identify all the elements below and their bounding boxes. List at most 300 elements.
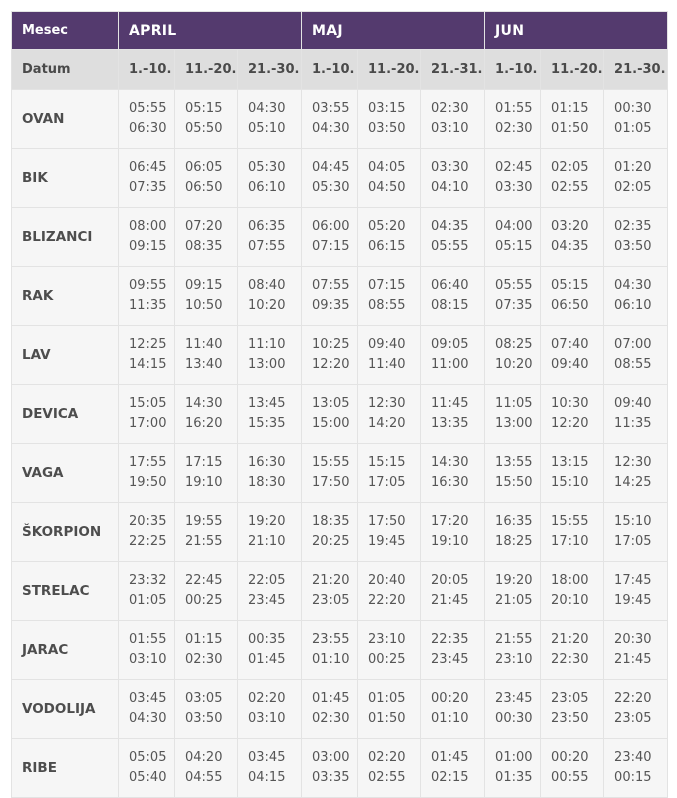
time-start: 07:20 xyxy=(185,219,223,234)
time-end: 08:55 xyxy=(614,357,652,372)
time-start: 01:00 xyxy=(495,750,533,765)
time-end: 04:35 xyxy=(551,239,589,254)
time-range-cell xyxy=(238,385,302,444)
date-header-label: Datum xyxy=(12,50,119,90)
time-end: 10:20 xyxy=(495,357,533,372)
time-end: 06:10 xyxy=(614,298,652,313)
time-start: 07:40 xyxy=(551,337,589,352)
time-range-cell xyxy=(358,621,421,680)
time-range-cell xyxy=(604,562,668,621)
time-end: 23:10 xyxy=(495,652,533,667)
time-range-cell xyxy=(358,503,421,562)
time-range-cell xyxy=(302,90,358,149)
time-end: 12:20 xyxy=(551,416,589,431)
time-end: 01:05 xyxy=(614,121,652,136)
time-start: 23:32 xyxy=(129,573,167,588)
time-range-cell xyxy=(485,444,541,503)
time-end: 21:05 xyxy=(495,593,533,608)
time-end: 04:30 xyxy=(312,121,350,136)
time-start: 03:00 xyxy=(312,750,350,765)
time-start: 06:00 xyxy=(312,219,350,234)
time-start: 20:35 xyxy=(129,514,167,529)
time-start: 06:05 xyxy=(185,160,223,175)
date-header-row xyxy=(12,50,668,90)
time-range-cell xyxy=(302,208,358,267)
time-end: 01:45 xyxy=(248,652,286,667)
time-start: 05:55 xyxy=(129,101,167,116)
time-range-cell xyxy=(175,680,238,739)
time-range-cell xyxy=(119,326,175,385)
time-end: 04:10 xyxy=(431,180,469,195)
month-june: JUN xyxy=(485,12,668,50)
time-end: 07:35 xyxy=(495,298,533,313)
time-end: 19:10 xyxy=(431,534,469,549)
time-range-cell xyxy=(541,326,604,385)
time-range-cell xyxy=(358,326,421,385)
table-row xyxy=(12,149,668,208)
time-range-cell xyxy=(238,739,302,798)
time-range-cell xyxy=(358,267,421,326)
time-range-cell xyxy=(485,385,541,444)
time-range-cell xyxy=(358,444,421,503)
period-header: 1.-10. xyxy=(119,50,175,90)
time-end: 08:15 xyxy=(431,298,469,313)
time-start: 03:30 xyxy=(431,160,469,175)
time-start: 02:45 xyxy=(495,160,533,175)
time-start: 05:15 xyxy=(185,101,223,116)
period-header: 11.-20. xyxy=(175,50,238,90)
time-range-cell xyxy=(604,326,668,385)
time-start: 16:35 xyxy=(495,514,533,529)
time-range-cell xyxy=(175,385,238,444)
time-range-cell xyxy=(302,503,358,562)
table-row xyxy=(12,680,668,739)
time-range-cell xyxy=(541,562,604,621)
time-end: 17:10 xyxy=(551,534,589,549)
time-start: 16:30 xyxy=(248,455,286,470)
period-header: 21.-31. xyxy=(421,50,485,90)
table-body xyxy=(12,12,668,798)
time-range-cell xyxy=(119,503,175,562)
time-range-cell xyxy=(485,326,541,385)
time-range-cell xyxy=(604,444,668,503)
time-range-cell xyxy=(238,208,302,267)
time-end: 21:45 xyxy=(614,652,652,667)
time-end: 04:50 xyxy=(368,180,406,195)
time-range-cell xyxy=(604,149,668,208)
month-may: MAJ xyxy=(302,12,485,50)
time-start: 02:05 xyxy=(551,160,589,175)
time-start: 03:45 xyxy=(248,750,286,765)
time-end: 19:45 xyxy=(368,534,406,549)
time-start: 08:00 xyxy=(129,219,167,234)
time-range-cell xyxy=(541,90,604,149)
zodiac-sign-label: RIBE xyxy=(12,739,119,798)
time-end: 13:00 xyxy=(248,357,286,372)
time-range-cell xyxy=(175,444,238,503)
zodiac-sign-label: BLIZANCI xyxy=(12,208,119,267)
time-range-cell xyxy=(119,385,175,444)
time-range-cell xyxy=(302,680,358,739)
time-start: 09:40 xyxy=(368,337,406,352)
time-start: 09:40 xyxy=(614,396,652,411)
time-start: 00:20 xyxy=(551,750,589,765)
time-end: 02:30 xyxy=(495,121,533,136)
month-april: APRIL xyxy=(119,12,302,50)
time-start: 11:45 xyxy=(431,396,469,411)
time-end: 01:50 xyxy=(368,711,406,726)
time-end: 10:50 xyxy=(185,298,223,313)
time-end: 05:30 xyxy=(312,180,350,195)
time-end: 05:55 xyxy=(431,239,469,254)
time-start: 00:30 xyxy=(614,101,652,116)
time-range-cell xyxy=(604,208,668,267)
time-range-cell xyxy=(119,621,175,680)
time-start: 06:45 xyxy=(129,160,167,175)
time-end: 14:20 xyxy=(368,416,406,431)
time-end: 01:10 xyxy=(431,711,469,726)
time-end: 16:20 xyxy=(185,416,223,431)
time-end: 11:40 xyxy=(368,357,406,372)
time-end: 13:00 xyxy=(495,416,533,431)
time-range-cell xyxy=(421,149,485,208)
time-start: 10:25 xyxy=(312,337,350,352)
time-start: 11:05 xyxy=(495,396,533,411)
table-row xyxy=(12,621,668,680)
time-range-cell xyxy=(485,208,541,267)
time-end: 03:10 xyxy=(129,652,167,667)
time-end: 11:00 xyxy=(431,357,469,372)
time-end: 01:50 xyxy=(551,121,589,136)
time-start: 22:35 xyxy=(431,632,469,647)
time-end: 19:45 xyxy=(614,593,652,608)
time-start: 23:55 xyxy=(312,632,350,647)
time-start: 18:35 xyxy=(312,514,350,529)
time-end: 02:15 xyxy=(431,770,469,785)
time-end: 03:35 xyxy=(312,770,350,785)
time-end: 13:35 xyxy=(431,416,469,431)
time-end: 13:40 xyxy=(185,357,223,372)
time-range-cell xyxy=(119,208,175,267)
time-end: 00:30 xyxy=(495,711,533,726)
time-range-cell xyxy=(175,503,238,562)
time-range-cell xyxy=(541,385,604,444)
zodiac-sign-label: DEVICA xyxy=(12,385,119,444)
time-range-cell xyxy=(421,326,485,385)
time-range-cell xyxy=(302,739,358,798)
time-start: 12:30 xyxy=(368,396,406,411)
time-range-cell xyxy=(119,90,175,149)
time-start: 03:20 xyxy=(551,219,589,234)
time-start: 08:25 xyxy=(495,337,533,352)
time-start: 15:10 xyxy=(614,514,652,529)
time-end: 09:15 xyxy=(129,239,167,254)
time-start: 06:35 xyxy=(248,219,286,234)
time-range-cell xyxy=(604,385,668,444)
time-end: 06:30 xyxy=(129,121,167,136)
zodiac-sign-label: BIK xyxy=(12,149,119,208)
time-start: 01:15 xyxy=(185,632,223,647)
time-end: 17:00 xyxy=(129,416,167,431)
ascendant-table xyxy=(11,11,668,798)
time-start: 02:30 xyxy=(431,101,469,116)
time-range-cell xyxy=(421,90,485,149)
time-start: 00:20 xyxy=(431,691,469,706)
time-range-cell xyxy=(541,267,604,326)
time-range-cell xyxy=(238,680,302,739)
time-end: 02:30 xyxy=(312,711,350,726)
time-end: 06:10 xyxy=(248,180,286,195)
time-range-cell xyxy=(485,503,541,562)
table-row xyxy=(12,385,668,444)
time-range-cell xyxy=(302,267,358,326)
time-start: 07:15 xyxy=(368,278,406,293)
time-start: 22:05 xyxy=(248,573,286,588)
time-end: 15:35 xyxy=(248,416,286,431)
time-range-cell xyxy=(175,621,238,680)
time-range-cell xyxy=(358,680,421,739)
period-header: 21.-30. xyxy=(604,50,668,90)
time-end: 00:55 xyxy=(551,770,589,785)
time-range-cell xyxy=(358,208,421,267)
time-start: 11:10 xyxy=(248,337,286,352)
time-start: 07:00 xyxy=(614,337,652,352)
month-header-label: Mesec xyxy=(12,12,119,50)
time-range-cell xyxy=(421,208,485,267)
table-row xyxy=(12,739,668,798)
time-end: 01:10 xyxy=(312,652,350,667)
time-start: 01:55 xyxy=(129,632,167,647)
time-end: 23:45 xyxy=(431,652,469,667)
time-start: 01:20 xyxy=(614,160,652,175)
time-start: 03:45 xyxy=(129,691,167,706)
time-range-cell xyxy=(485,739,541,798)
time-range-cell xyxy=(175,267,238,326)
time-range-cell xyxy=(358,562,421,621)
time-end: 19:50 xyxy=(129,475,167,490)
time-range-cell xyxy=(119,444,175,503)
time-end: 14:15 xyxy=(129,357,167,372)
time-end: 06:50 xyxy=(185,180,223,195)
time-range-cell xyxy=(421,739,485,798)
time-range-cell xyxy=(421,621,485,680)
time-range-cell xyxy=(541,149,604,208)
period-header: 21.-30. xyxy=(238,50,302,90)
time-range-cell xyxy=(302,385,358,444)
table-row xyxy=(12,90,668,149)
time-range-cell xyxy=(485,90,541,149)
time-range-cell xyxy=(238,326,302,385)
time-range-cell xyxy=(485,680,541,739)
ascendant-table-container xyxy=(11,11,667,798)
time-start: 12:30 xyxy=(614,455,652,470)
time-range-cell xyxy=(302,149,358,208)
time-start: 05:05 xyxy=(129,750,167,765)
table-row xyxy=(12,208,668,267)
time-range-cell xyxy=(604,739,668,798)
time-end: 22:20 xyxy=(368,593,406,608)
time-range-cell xyxy=(119,739,175,798)
time-range-cell xyxy=(485,149,541,208)
zodiac-sign-label: VODOLIJA xyxy=(12,680,119,739)
time-end: 09:35 xyxy=(312,298,350,313)
time-range-cell xyxy=(175,326,238,385)
time-range-cell xyxy=(485,267,541,326)
time-end: 23:05 xyxy=(312,593,350,608)
time-end: 08:55 xyxy=(368,298,406,313)
time-start: 04:00 xyxy=(495,219,533,234)
time-end: 03:10 xyxy=(248,711,286,726)
time-end: 02:55 xyxy=(368,770,406,785)
time-end: 03:10 xyxy=(431,121,469,136)
time-start: 17:15 xyxy=(185,455,223,470)
time-range-cell xyxy=(421,680,485,739)
time-range-cell xyxy=(604,680,668,739)
time-start: 15:55 xyxy=(551,514,589,529)
time-end: 15:00 xyxy=(312,416,350,431)
time-start: 15:55 xyxy=(312,455,350,470)
time-end: 03:50 xyxy=(368,121,406,136)
time-start: 12:25 xyxy=(129,337,167,352)
time-end: 10:20 xyxy=(248,298,286,313)
time-start: 08:40 xyxy=(248,278,286,293)
time-end: 21:55 xyxy=(185,534,223,549)
zodiac-sign-label: RAK xyxy=(12,267,119,326)
time-end: 07:15 xyxy=(312,239,350,254)
time-range-cell xyxy=(175,739,238,798)
time-start: 21:20 xyxy=(312,573,350,588)
table-row xyxy=(12,444,668,503)
table-row xyxy=(12,267,668,326)
time-range-cell xyxy=(541,503,604,562)
time-end: 03:50 xyxy=(614,239,652,254)
time-range-cell xyxy=(541,739,604,798)
time-range-cell xyxy=(119,149,175,208)
time-start: 02:35 xyxy=(614,219,652,234)
time-end: 12:20 xyxy=(312,357,350,372)
time-range-cell xyxy=(604,503,668,562)
time-end: 16:30 xyxy=(431,475,469,490)
time-end: 09:40 xyxy=(551,357,589,372)
time-range-cell xyxy=(302,621,358,680)
time-end: 23:50 xyxy=(551,711,589,726)
time-range-cell xyxy=(421,444,485,503)
time-end: 06:15 xyxy=(368,239,406,254)
time-end: 00:15 xyxy=(614,770,652,785)
time-range-cell xyxy=(238,267,302,326)
zodiac-sign-label: STRELAC xyxy=(12,562,119,621)
time-start: 09:05 xyxy=(431,337,469,352)
time-start: 07:55 xyxy=(312,278,350,293)
time-range-cell xyxy=(175,562,238,621)
time-start: 05:15 xyxy=(551,278,589,293)
zodiac-sign-label: VAGA xyxy=(12,444,119,503)
time-end: 07:35 xyxy=(129,180,167,195)
time-start: 09:55 xyxy=(129,278,167,293)
time-end: 06:50 xyxy=(551,298,589,313)
time-end: 05:40 xyxy=(129,770,167,785)
period-header: 11.-20. xyxy=(358,50,421,90)
time-start: 19:20 xyxy=(248,514,286,529)
time-range-cell xyxy=(175,208,238,267)
time-range-cell xyxy=(421,385,485,444)
time-start: 05:55 xyxy=(495,278,533,293)
time-start: 01:45 xyxy=(312,691,350,706)
time-start: 00:35 xyxy=(248,632,286,647)
time-end: 19:10 xyxy=(185,475,223,490)
time-end: 02:05 xyxy=(614,180,652,195)
time-range-cell xyxy=(604,267,668,326)
time-start: 17:20 xyxy=(431,514,469,529)
time-end: 01:35 xyxy=(495,770,533,785)
time-end: 04:55 xyxy=(185,770,223,785)
time-end: 18:30 xyxy=(248,475,286,490)
time-end: 18:25 xyxy=(495,534,533,549)
time-start: 04:45 xyxy=(312,160,350,175)
time-range-cell xyxy=(238,149,302,208)
time-start: 03:05 xyxy=(185,691,223,706)
time-start: 04:35 xyxy=(431,219,469,234)
time-start: 22:20 xyxy=(614,691,652,706)
time-start: 18:00 xyxy=(551,573,589,588)
time-start: 17:50 xyxy=(368,514,406,529)
time-start: 11:40 xyxy=(185,337,223,352)
time-end: 17:05 xyxy=(368,475,406,490)
period-header: 1.-10. xyxy=(485,50,541,90)
time-end: 23:05 xyxy=(614,711,652,726)
time-start: 17:45 xyxy=(614,573,652,588)
time-end: 02:55 xyxy=(551,180,589,195)
time-end: 02:30 xyxy=(185,652,223,667)
time-start: 03:15 xyxy=(368,101,406,116)
time-range-cell xyxy=(358,385,421,444)
time-range-cell xyxy=(421,562,485,621)
time-start: 22:45 xyxy=(185,573,223,588)
time-end: 05:50 xyxy=(185,121,223,136)
time-range-cell xyxy=(119,680,175,739)
time-start: 15:15 xyxy=(368,455,406,470)
time-range-cell xyxy=(541,621,604,680)
time-start: 03:55 xyxy=(312,101,350,116)
time-end: 11:35 xyxy=(614,416,652,431)
time-end: 15:50 xyxy=(495,475,533,490)
time-range-cell xyxy=(302,562,358,621)
time-start: 02:20 xyxy=(248,691,286,706)
time-range-cell xyxy=(421,503,485,562)
time-start: 19:20 xyxy=(495,573,533,588)
time-range-cell xyxy=(238,90,302,149)
time-end: 22:25 xyxy=(129,534,167,549)
time-range-cell xyxy=(175,90,238,149)
time-start: 09:15 xyxy=(185,278,223,293)
time-range-cell xyxy=(238,621,302,680)
table-row xyxy=(12,503,668,562)
time-range-cell xyxy=(604,90,668,149)
time-end: 00:25 xyxy=(368,652,406,667)
time-range-cell xyxy=(421,267,485,326)
time-start: 23:05 xyxy=(551,691,589,706)
time-end: 11:35 xyxy=(129,298,167,313)
time-start: 04:05 xyxy=(368,160,406,175)
time-end: 05:10 xyxy=(248,121,286,136)
month-header-row xyxy=(12,12,668,50)
time-start: 14:30 xyxy=(185,396,223,411)
time-range-cell xyxy=(119,562,175,621)
time-end: 05:15 xyxy=(495,239,533,254)
time-range-cell xyxy=(485,562,541,621)
time-range-cell xyxy=(485,621,541,680)
zodiac-sign-label: OVAN xyxy=(12,90,119,149)
